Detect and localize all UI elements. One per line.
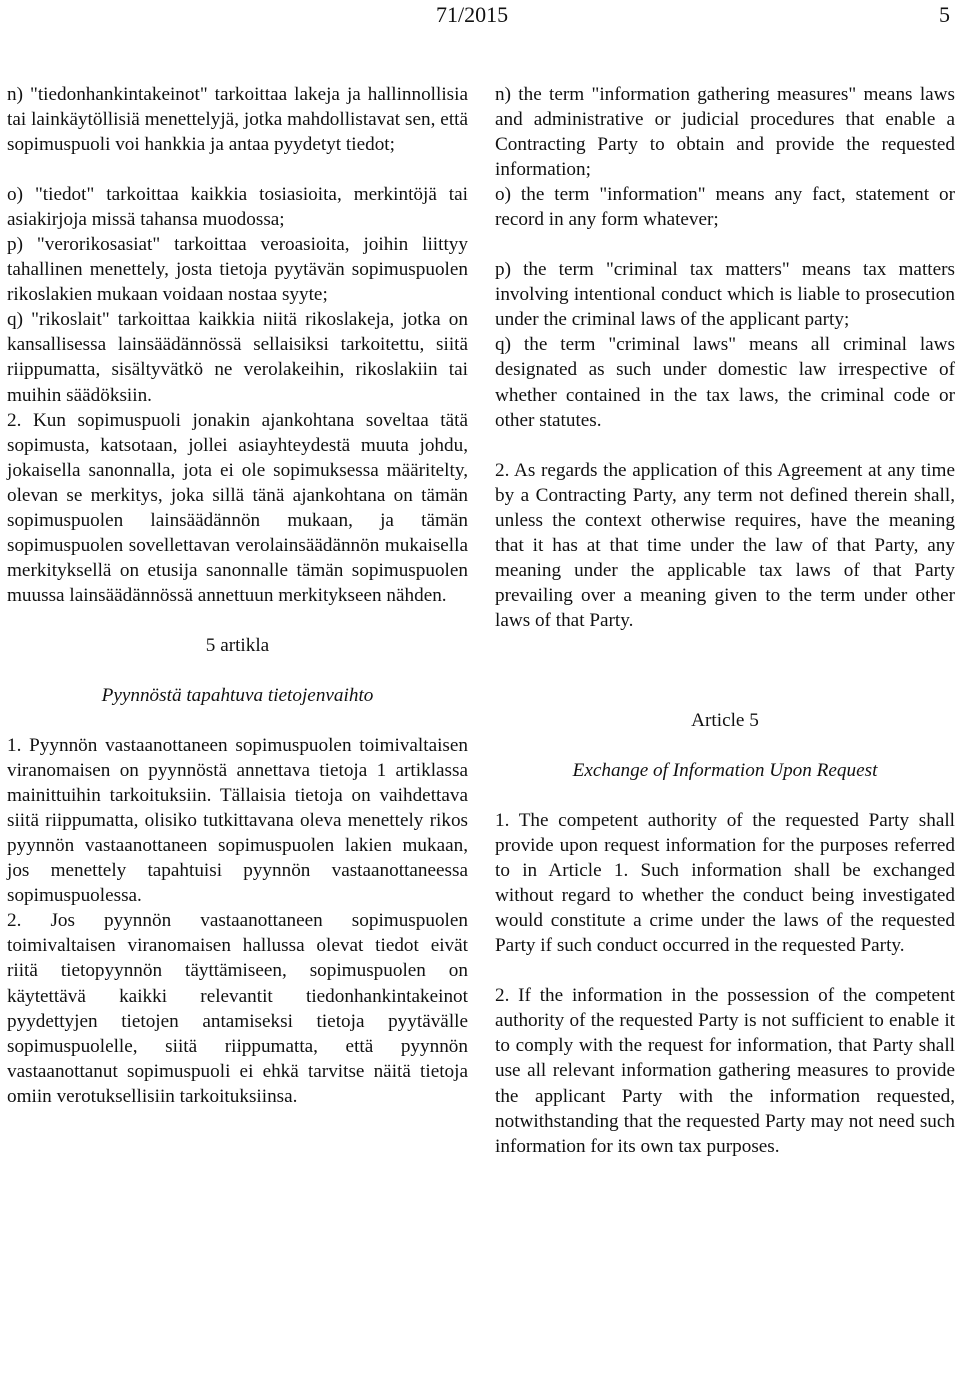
en-article-heading-wrap bbox=[495, 708, 955, 733]
page-header bbox=[0, 0, 960, 30]
fi-article-heading: 5 artikla bbox=[205, 634, 270, 656]
fi-article5-paragraph-1: 1. Pyynnön vastaanottaneen sopimuspuolen toimivaltaisen viranomaisen on pyynnöstä annettava tietoja 1 artiklassa mainittuihin tarkoituksiin. Tällaisia tietoja on vaihdettava siitä riippumatta, olisiko tutkittavana oleva menettely rikos pyynnön vastaanottaneen sopimuspuolen lakien mukaan, jos menettely tapahtuisi pyynnön vastaanottaneessa sopimuspuolessa. bbox=[7, 735, 468, 907]
fi-paragraph-2: 2. Kun sopimuspuoli jonakin ajankohtana soveltaa tätä sopimusta, katsotaan, jollei asiayhteydestä muuta johdu, jokaisella sanonnalla, jota ei ole sopimuksessa määritelty, olevan se merkitys, joka sillä tänä ajankohtana on tämän sopimuspuolen lainsäädännön mukaan, ja tämän sopimuspuolen sovellettavan verolainsäädännön mukaisella merkityksellä on etusija sanonnalle tämän sopimuspuolen muussa lainsäädännössä annettuun merkitykseen nähden. bbox=[7, 409, 468, 606]
en-article-title: Exchange of Information Upon Request bbox=[572, 759, 878, 781]
fi-definition-q: q) "rikoslait" tarkoittaa kaikkia niitä rikoslakeja, jotka on kansallisessa lainsäädännössä sellaisiksi tarkoitettu, siitä riippumatta, sisältyvätkö ne verolakeihin, rikoslakiin tai muihin säädöksiin. bbox=[7, 309, 468, 406]
fi-definition-o: o) "tiedot" tarkoittaa kaikkia tosiasioita, merkintöjä tai asiakirjoja missä tahansa muodossa; bbox=[7, 184, 468, 231]
issue-number: 71/2015 bbox=[436, 2, 509, 27]
en-definition-q: q) the term "criminal laws" means all criminal laws designated as such under domestic law irrespective of whether contained in the tax laws, the criminal code or other statutes. bbox=[495, 334, 955, 431]
en-definition-p: p) the term "criminal tax matters" means tax matters involving intentional conduct which is liable to prosecution under the criminal laws of the applicant party; bbox=[495, 259, 955, 331]
page-number: 5 bbox=[939, 2, 950, 27]
en-definition-o: o) the term "information" means any fact, statement or record in any form whatever; bbox=[495, 184, 955, 231]
en-article5-paragraph-1: 1. The competent authority of the requested Party shall provide upon request information for the purposes referred to in Article 1. Such information shall be exchanged without regard to whether the conduct being investigated would constitute a crime under the laws of the requested Party if such conduct occurred in the requested Party. bbox=[495, 810, 955, 957]
fi-article5-paragraph-2: 2. Jos pyynnön vastaanottaneen sopimuspuolen toimivaltaisen viranomaisen hallussa olevat tiedot eivät riitä tietopyynnön täyttämiseen, sopimuspuolen on käytettävä kaikki relevantit tiedonhankintakeinot pyydettyjen tietojen antamiseksi tietoja pyytävälle sopimuspuolelle, siitä riippumatta, että pyynnön vastaanottanut sopimuspuoli ei ehkä tarvitse näitä tietoja omiin verotuksellisiin tarkoituksiinsa. bbox=[7, 910, 468, 1107]
english-column bbox=[495, 82, 955, 1159]
en-paragraph-2: 2. As regards the application of this Agreement at any time by a Contracting Party, any term not defined therein shall, unless the context otherwise requires, have the meaning that it has at that time under the law of that Party, any meaning under the applicable tax laws of that Party prevailing over a meaning given to the term under other laws of that Party. bbox=[495, 459, 955, 631]
fi-definition-p: p) "verorikosasiat" tarkoittaa veroasioita, joihin liittyy tahallinen menettely, josta tietoja pyytävän sopimuspuolen rikoslakien mukaan voidaan nostaa syyte; bbox=[7, 234, 468, 306]
finnish-column bbox=[7, 82, 468, 1109]
en-definition-n: n) the term "information gathering measures" means laws and administrative or judicial procedures that enable a Contracting Party to obtain and provide the requested information; bbox=[495, 84, 955, 181]
en-article5-paragraph-2: 2. If the information in the possession of the competent authority of the requested Party is not sufficient to enable it to comply with the request for information, that Party shall use all relevant information gathering measures to provide the applicant Party with the information requested, notwithstanding that the requested Party may not need such information for its own tax purposes. bbox=[495, 985, 955, 1157]
fi-article-title: Pyynnöstä tapahtuva tietojenvaihto bbox=[101, 684, 374, 706]
en-article-heading: Article 5 bbox=[691, 709, 759, 731]
fi-definition-n: n) "tiedonhankintakeinot" tarkoittaa lakeja ja hallinnollisia tai lainkäytöllisiä menettelyjä, jotka mahdollistavat sen, että sopimuspuoli voi hankkia ja antaa pyydetyt tiedot; bbox=[7, 84, 468, 156]
